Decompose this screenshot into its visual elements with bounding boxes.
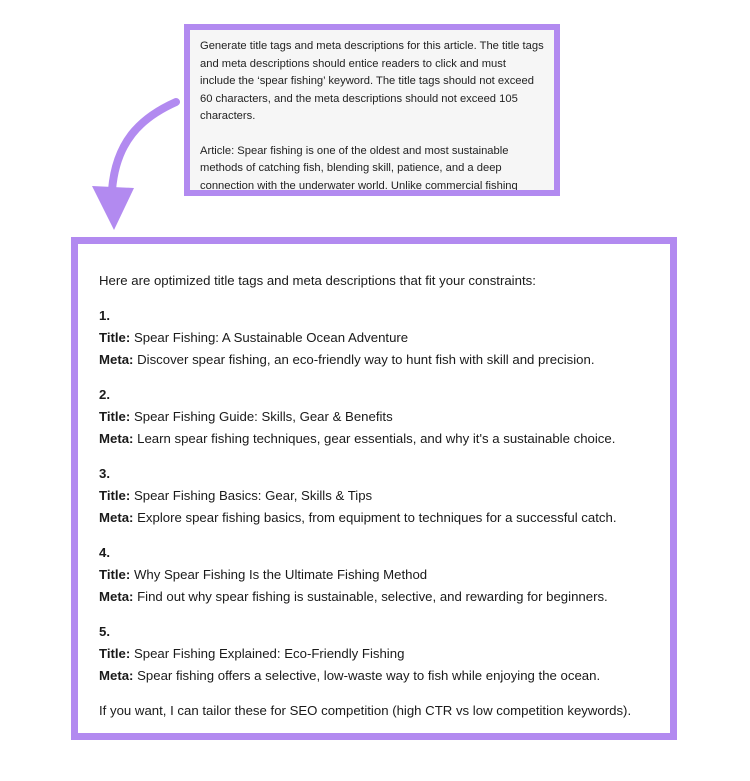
option-3 xyxy=(99,463,650,529)
option-number: 4. xyxy=(99,545,110,560)
meta-key: Meta: xyxy=(99,668,134,683)
prompt-paragraph-2: Article: Spear fishing is one of the oldest and most sustainable methods of catching fish, blending skill, patience, and a deep connection with the underwater world. Unlike commercial fishing xyxy=(200,144,518,192)
title-key: Title: xyxy=(99,646,131,661)
option-meta: Learn spear fishing techniques, gear essentials, and why it's a sustainable choice. xyxy=(137,431,616,446)
option-title: Spear Fishing Guide: Skills, Gear & Benefits xyxy=(133,409,393,424)
title-key: Title: xyxy=(99,567,131,582)
option-meta-line xyxy=(99,507,650,529)
option-number: 5. xyxy=(99,624,110,639)
meta-key: Meta: xyxy=(99,589,134,604)
option-meta-line xyxy=(99,349,650,371)
option-title-line xyxy=(99,485,650,507)
option-number: 2. xyxy=(99,387,110,402)
option-1 xyxy=(99,305,650,371)
option-meta: Explore spear fishing basics, from equipment to techniques for a successful catch. xyxy=(137,510,617,525)
option-meta-line xyxy=(99,665,650,687)
option-number: 3. xyxy=(99,466,110,481)
title-key: Title: xyxy=(99,409,131,424)
option-meta: Find out why spear fishing is sustainable, selective, and rewarding for beginners. xyxy=(137,589,608,604)
option-title: Why Spear Fishing Is the Ultimate Fishing Method xyxy=(133,567,428,582)
option-title-line xyxy=(99,564,650,586)
option-title: Spear Fishing: A Sustainable Ocean Adventure xyxy=(133,330,409,345)
option-2 xyxy=(99,384,650,450)
option-title-line xyxy=(99,643,650,665)
option-meta: Spear fishing offers a selective, low-waste way to fish while enjoying the ocean. xyxy=(137,668,601,683)
option-meta-line xyxy=(99,586,650,608)
prompt-text xyxy=(190,30,554,195)
option-title-line xyxy=(99,327,650,349)
response-box xyxy=(71,237,677,740)
option-title-line xyxy=(99,406,650,428)
response-intro: Here are optimized title tags and meta descriptions that fit your constraints: xyxy=(99,273,536,288)
response-text xyxy=(78,244,670,722)
option-meta-line xyxy=(99,428,650,450)
option-title: Spear Fishing Basics: Gear, Skills & Tips xyxy=(133,488,373,503)
option-4 xyxy=(99,542,650,608)
title-key: Title: xyxy=(99,330,131,345)
option-5 xyxy=(99,621,650,687)
option-number: 1. xyxy=(99,308,110,323)
meta-key: Meta: xyxy=(99,510,134,525)
option-meta: Discover spear fishing, an eco-friendly way to hunt fish with skill and precision. xyxy=(137,352,595,367)
meta-key: Meta: xyxy=(99,431,134,446)
prompt-paragraph-1: Generate title tags and meta descriptions for this article. The title tags and meta descriptions should entice readers to click and must include the ‘spear fishing’ keyword. The title tags should not exceed 60 characters, and the meta descriptions should not exceed 105 characters. xyxy=(200,40,544,122)
response-outro: If you want, I can tailor these for SEO competition (high CTR vs low competition keywords). xyxy=(99,703,632,718)
prompt-box xyxy=(184,24,560,196)
title-key: Title: xyxy=(99,488,131,503)
meta-key: Meta: xyxy=(99,352,134,367)
option-title: Spear Fishing Explained: Eco-Friendly Fishing xyxy=(133,646,405,661)
